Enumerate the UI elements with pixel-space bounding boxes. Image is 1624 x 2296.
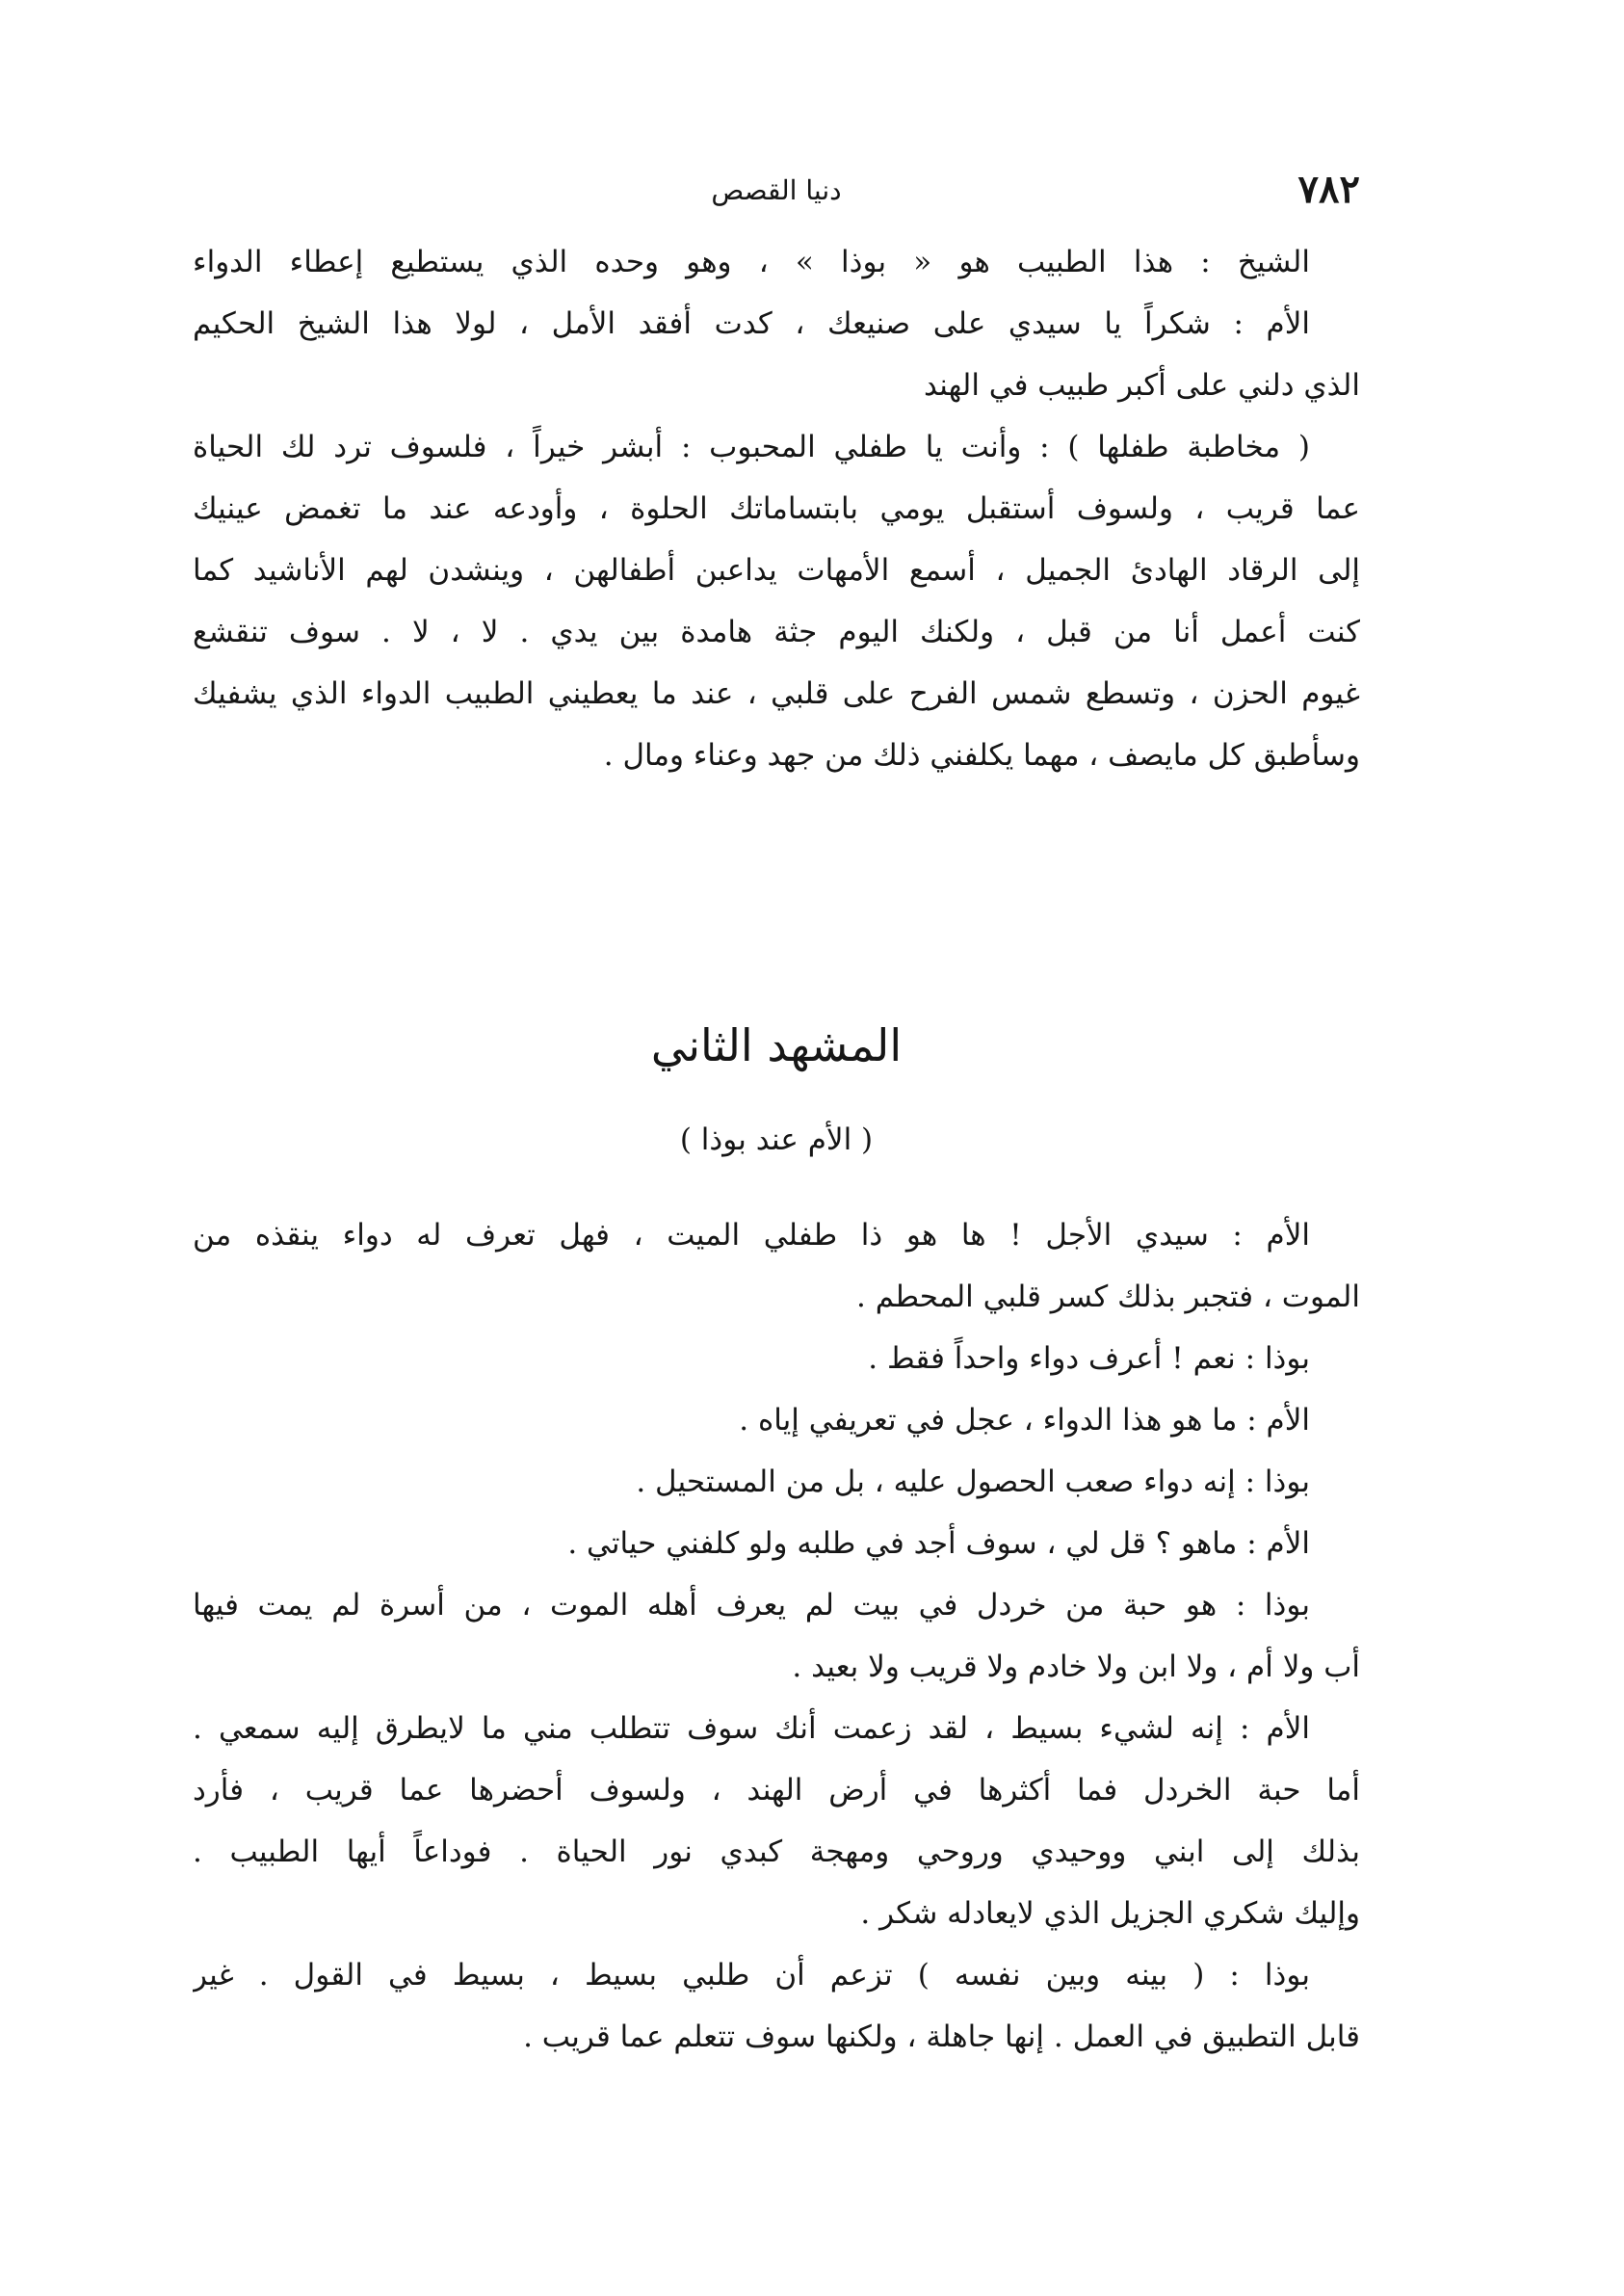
text-line: الموت ، فتجبر بذلك كسر قلبي المحطم . [856,1280,1360,1314]
text-line: الأم : سيدي الأجل ! ها هو ذا طفلي الميت ، فهل تعرف له دواء ينقذه من [193,1218,1310,1253]
text-line: الأم : ما هو هذا الدواء ، عجل في تعريفي إياه . [739,1403,1310,1438]
scene-two-text [193,1204,1360,2068]
text-line: بوذا : ( بينه وبين نفسه ) تزعم أن طلبي بسيط ، بسيط في القول . غير [193,1958,1310,1993]
text-line: الأم : ماهو ؟ قل لي ، سوف أجد في طلبه ولو كلفني حياتي . [567,1526,1310,1561]
text-line: وسأطبق كل مايصف ، مهما يكلفني ذلك من جهد وعناء ومال . [603,738,1360,773]
text-line: بذلك إلى ابني ووحيدي وروحي ومهجة كبدي نور الحياة . فوداعاً أيها الطبيب . [193,1834,1360,1869]
page-number: ٧٨٢ [1297,167,1360,212]
text-line: الشيخ : هذا الطبيب هو « بوذا » ، وهو وحده الذي يستطيع إعطاء الدواء [193,245,1310,279]
text-line: الذي دلني على أكبر طبيب في الهند [923,368,1360,403]
text-line: قابل التطبيق في العمل . إنها جاهلة ، ولكنها سوف تتعلم عما قريب . [523,2019,1360,2054]
text-line: إلى الرقاد الهادئ الجميل ، أسمع الأمهات يداعبن أطفالهن ، وينشدن لهم الأناشيد كما [193,553,1360,588]
text-line: ( مخاطبة طفلها ) : وأنت يا طفلي المحبوب : أبشر خيراً ، فلسوف ترد لك الحياة [193,430,1310,464]
text-line: بوذا : هو حبة من خردل في بيت لم يعرف أهله الموت ، من أسرة لم يمت فيها [193,1588,1310,1623]
text-line: كنت أعمل أنا من قبل ، ولكنك اليوم جثة هامدة بين يدي . لا ، لا . سوف تنقشع [193,615,1360,649]
text-line: وإليك شكري الجزيل الذي لايعادله شكر . [860,1896,1360,1931]
scene-title: المشهد الثاني [650,1019,903,1071]
scene-subtitle: ( الأم عند بوذا ) [679,1122,874,1157]
text-line: أما حبة الخردل فما أكثرها في أرض الهند ، ولسوف أحضرها عما قريب ، فأرد [193,1773,1360,1808]
text-line: الأم : شكراً يا سيدي على صنيعك ، كدت أفقد الأمل ، لولا هذا الشيخ الحكيم [193,306,1310,341]
scene-one-text [193,231,1360,786]
text-line: بوذا : نعم ! أعرف دواء واحداً فقط . [868,1341,1310,1376]
running-title: دنيا القصص [711,174,842,206]
page-header [193,166,1360,214]
text-line: الأم : إنه لشيء بسيط ، لقد زعمت أنك سوف تتطلب مني ما لايطرق إليه سمعي . [193,1711,1310,1746]
text-line: عما قريب ، ولسوف أستقبل يومي بابتساماتك الحلوة ، وأودعه عند ما تغمض عينيك [193,491,1360,526]
text-line: بوذا : إنه دواء صعب الحصول عليه ، بل من المستحيل . [636,1465,1310,1499]
text-line: غيوم الحزن ، وتسطع شمس الفرح على قلبي ، عند ما يعطيني الطبيب الدواء الذي يشفيك [193,676,1360,711]
text-line: أب ولا أم ، ولا ابن ولا خادم ولا قريب ولا بعيد . [792,1649,1360,1684]
